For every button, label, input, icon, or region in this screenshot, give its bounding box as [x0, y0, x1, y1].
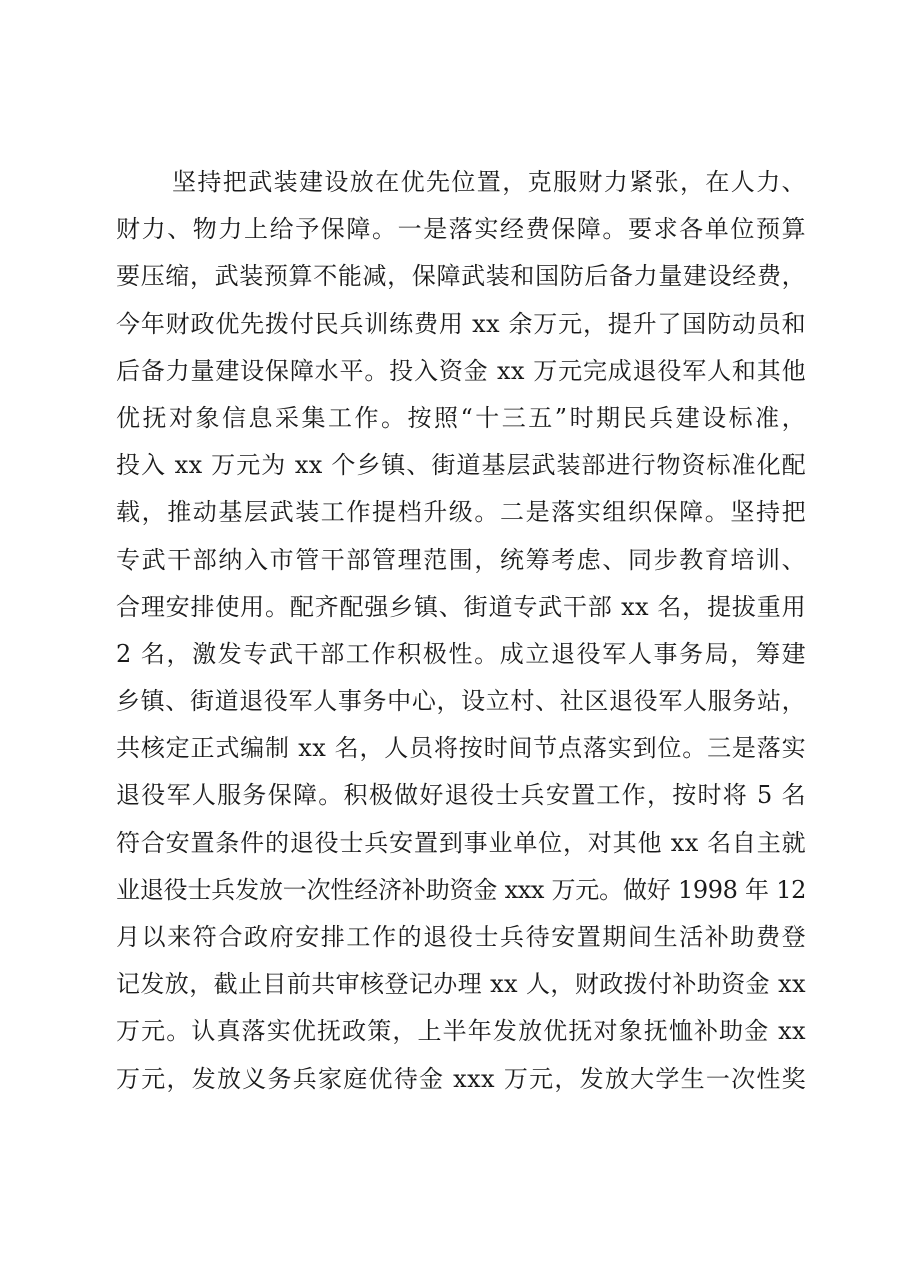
paragraph-line: 业退役士兵发放一次性经济补助资金 xxx 万元。做好 1998 年 12 — [116, 875, 806, 904]
paragraph-line: 万元，发放义务兵家庭优待金 xxx 万元，发放大学生一次性奖 — [116, 1064, 806, 1093]
paragraph-line: 符合安置条件的退役士兵安置到事业单位，对其他 xx 名自主就 — [116, 828, 806, 857]
paragraph-line: 优抚对象信息采集工作。按照“十三五”时期民兵建设标准， — [116, 403, 806, 432]
paragraph-line: 合理安排使用。配齐配强乡镇、街道专武干部 xx 名，提拔重用 — [116, 592, 806, 621]
paragraph-line: 投入 xx 万元为 xx 个乡镇、街道基层武装部进行物资标准化配 — [116, 451, 806, 480]
paragraph-line: 退役军人服务保障。积极做好退役士兵安置工作，按时将 5 名 — [116, 781, 806, 810]
paragraph-line: 记发放，截止目前共审核登记办理 xx 人，财政拨付补助资金 xx — [116, 970, 806, 999]
paragraph-line: 要压缩，武装预算不能减，保障武装和国防后备力量建设经费， — [116, 262, 806, 291]
body-paragraph — [116, 159, 806, 1103]
paragraph-line: 乡镇、街道退役军人事务中心，设立村、社区退役军人服务站， — [116, 687, 806, 716]
paragraph-line: 共核定正式编制 xx 名，人员将按时间节点落实到位。三是落实 — [116, 734, 806, 763]
paragraph-line: 财力、物力上给予保障。一是落实经费保障。要求各单位预算 — [116, 215, 806, 244]
paragraph-line: 后备力量建设保障水平。投入资金 xx 万元完成退役军人和其他 — [116, 356, 806, 385]
paragraph-line: 今年财政优先拨付民兵训练费用 xx 余万元，提升了国防动员和 — [116, 309, 806, 338]
paragraph-line: 坚持把武装建设放在优先位置，克服财力紧张，在人力、 — [172, 168, 806, 196]
paragraph-line: 万元。认真落实优抚政策，上半年发放优抚对象抚恤补助金 xx — [116, 1017, 806, 1046]
paragraph-line: 月以来符合政府安排工作的退役士兵待安置期间生活补助费登 — [116, 923, 806, 951]
paragraph-line: 专武干部纳入市管干部管理范围，统筹考虑、同步教育培训、 — [116, 545, 806, 574]
paragraph-line: 2 名，激发专武干部工作积极性。成立退役军人事务局，筹建 — [116, 639, 806, 668]
paragraph-line: 载，推动基层武装工作提档升级。二是落实组织保障。坚持把 — [116, 498, 806, 527]
